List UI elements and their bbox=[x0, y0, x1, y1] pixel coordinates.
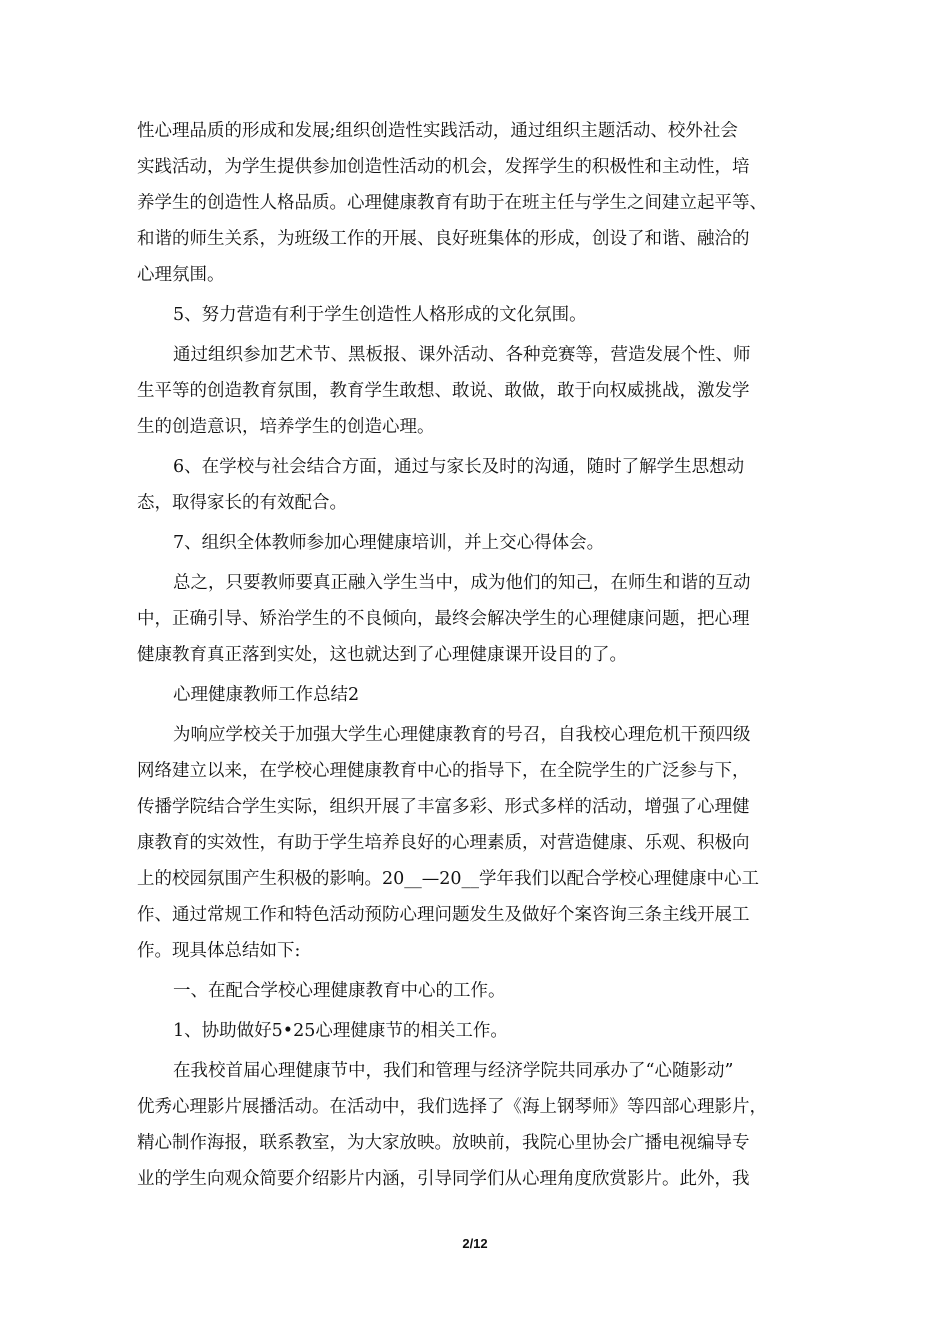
text-line: 优秀心理影片展播活动。在活动中，我们选择了《海上钢琴师》等四部心理影片， bbox=[137, 1097, 767, 1117]
text-line: 性心理品质的形成和发展;组织创造性实践活动，通过组织主题活动、校外社会 bbox=[137, 121, 738, 141]
document-body bbox=[137, 113, 837, 1197]
text-line: 7、组织全体教师参加心理健康培训，并上交心得体会。 bbox=[173, 533, 605, 553]
text-line: 作、通过常规工作和特色活动预防心理问题发生及做好个案咨询三条主线开展工 bbox=[137, 905, 750, 925]
page-number: 2/12 bbox=[462, 1236, 488, 1251]
text-line: 网络建立以来，在学校心理健康教育中心的指导下，在全院学生的广泛参与下， bbox=[137, 761, 750, 781]
text-line: 1、协助做好5•25心理健康节的相关工作。 bbox=[173, 1021, 508, 1041]
text-line: 中，正确引导、矫治学生的不良倾向，最终会解决学生的心理健康问题，把心理 bbox=[137, 609, 750, 629]
text-line: 精心制作海报，联系教室，为大家放映。放映前，我院心里协会广播电视编导专 bbox=[137, 1133, 750, 1153]
text-line: 作。现具体总结如下: bbox=[137, 941, 301, 961]
text-line: 6、在学校与社会结合方面，通过与家长及时的沟通，随时了解学生思想动 bbox=[173, 457, 745, 477]
text-line: 5、努力营造有利于学生创造性人格形成的文化氛围。 bbox=[173, 305, 587, 325]
text-line: 养学生的创造性人格品质。心理健康教育有助于在班主任与学生之间建立起平等、 bbox=[137, 193, 767, 213]
text-line: 康教育的实效性，有助于学生培养良好的心理素质，对营造健康、乐观、积极向 bbox=[137, 833, 750, 853]
text-line: 为响应学校关于加强大学生心理健康教育的号召，自我校心理危机干预四级 bbox=[173, 725, 751, 745]
text-line: 健康教育真正落到实处，这也就达到了心理健康课开设目的了。 bbox=[137, 645, 627, 665]
text-line: 心理健康教师工作总结2 bbox=[173, 685, 360, 705]
text-line: 和谐的师生关系，为班级工作的开展、良好班集体的形成，创设了和谐、融洽的 bbox=[137, 229, 750, 249]
text-line: 上的校园氛围产生积极的影响。20__—20__学年我们以配合学校心理健康中心工 bbox=[137, 869, 760, 889]
text-line: 态，取得家长的有效配合。 bbox=[137, 493, 347, 513]
text-line: 生的创造意识，培养学生的创造心理。 bbox=[137, 417, 435, 437]
text-line: 传播学院结合学生实际，组织开展了丰富多彩、形式多样的活动，增强了心理健 bbox=[137, 797, 750, 817]
text-line: 一、在配合学校心理健康教育中心的工作。 bbox=[173, 981, 506, 1001]
text-line: 业的学生向观众简要介绍影片内涵，引导同学们从心理角度欣赏影片。此外，我 bbox=[137, 1169, 750, 1189]
text-line: 总之，只要教师要真正融入学生当中，成为他们的知己，在师生和谐的互动 bbox=[173, 573, 751, 593]
text-line: 通过组织参加艺术节、黑板报、课外活动、各种竞赛等，营造发展个性、师 bbox=[173, 345, 751, 365]
text-line: 生平等的创造教育氛围，教育学生敢想、敢说、敢做，敢于向权威挑战，激发学 bbox=[137, 381, 750, 401]
text-line: 实践活动，为学生提供参加创造性活动的机会，发挥学生的积极性和主动性，培 bbox=[137, 157, 750, 177]
text-line: 在我校首届心理健康节中，我们和管理与经济学院共同承办了“心随影动” bbox=[173, 1061, 734, 1081]
text-line: 心理氛围。 bbox=[137, 265, 225, 285]
